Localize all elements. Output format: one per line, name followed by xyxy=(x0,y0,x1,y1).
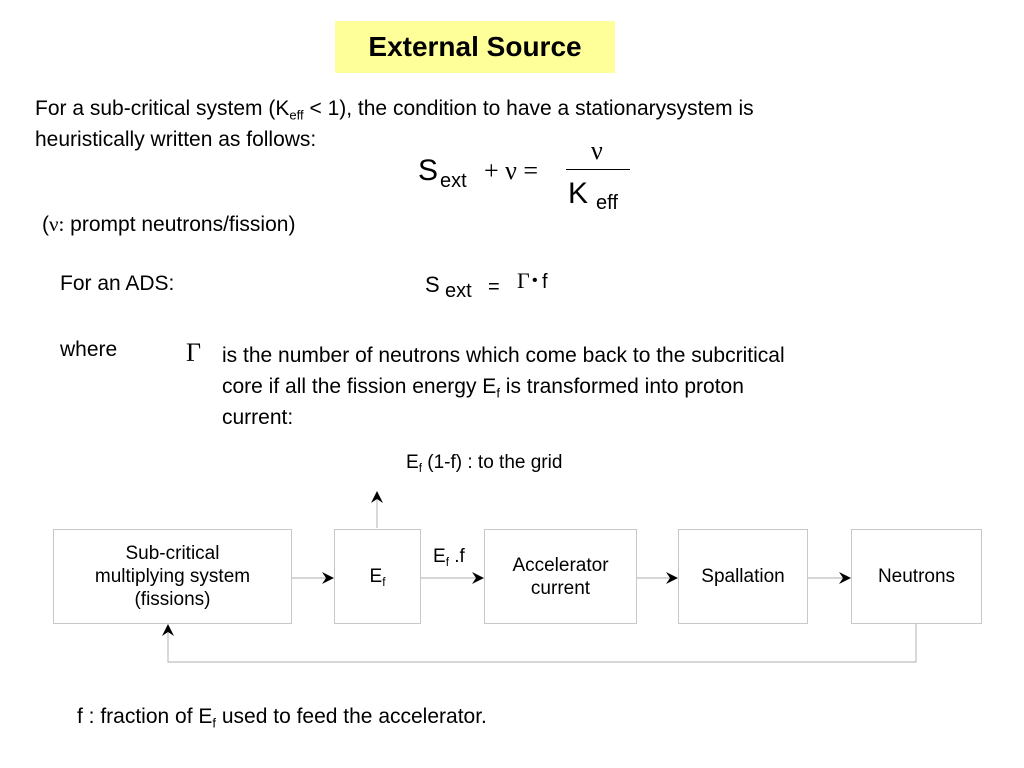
ads-s: S xyxy=(425,272,440,297)
accelerator-current-box: Accelerator current xyxy=(484,529,637,624)
intro-line-2: heuristically written as follows: xyxy=(35,128,317,151)
where-line-2: core if all the fission energy $E_f$ is transformed into proton xyxy=(222,375,744,401)
nu-note: (ν: prompt neutrons/fission) xyxy=(42,212,296,236)
eq-s-sub: ext xyxy=(440,170,467,192)
intro-line-1: For a sub-critical system $(K_{eff} < 1)$, the condition to have a stationarysystem is xyxy=(35,97,754,123)
footer-note: f : fraction of $E_f$ used to feed the accelerator. xyxy=(77,705,487,731)
ads-eq: = xyxy=(488,276,500,298)
neutrons-box: Neutrons xyxy=(851,529,982,624)
where-line-1: is the number of neutrons which come back to the subcritical xyxy=(222,344,785,367)
ads-f: f xyxy=(542,271,548,293)
fission-energy-box: $E_f$ xyxy=(334,529,421,624)
eq-plus-nu-equals: + ν = xyxy=(484,156,539,185)
eq-den-k: K xyxy=(568,177,589,210)
page-title: External Source xyxy=(335,21,615,73)
feedback-loop-line xyxy=(168,623,916,662)
spallation-box: Spallation xyxy=(678,529,808,624)
ads-gamma: Γ xyxy=(517,268,530,293)
grid-label: $E_f$ (1-f) : to the grid xyxy=(406,452,563,476)
ads-dot: • xyxy=(532,272,538,289)
eq-s: S xyxy=(418,154,439,187)
ef-f-label: $E_f$ .f xyxy=(433,546,465,570)
where-line-3: current: xyxy=(222,406,294,429)
eq-numerator-nu: ν xyxy=(591,136,603,165)
eq-den-sub: eff xyxy=(596,192,618,214)
where-gamma: Γ xyxy=(186,338,202,367)
subcritical-system-box: Sub-critical multiplying system (fissions) xyxy=(53,529,292,624)
ads-s-sub: ext xyxy=(445,280,472,302)
ads-label: For an ADS: xyxy=(60,272,175,295)
where-label: where xyxy=(60,338,118,361)
